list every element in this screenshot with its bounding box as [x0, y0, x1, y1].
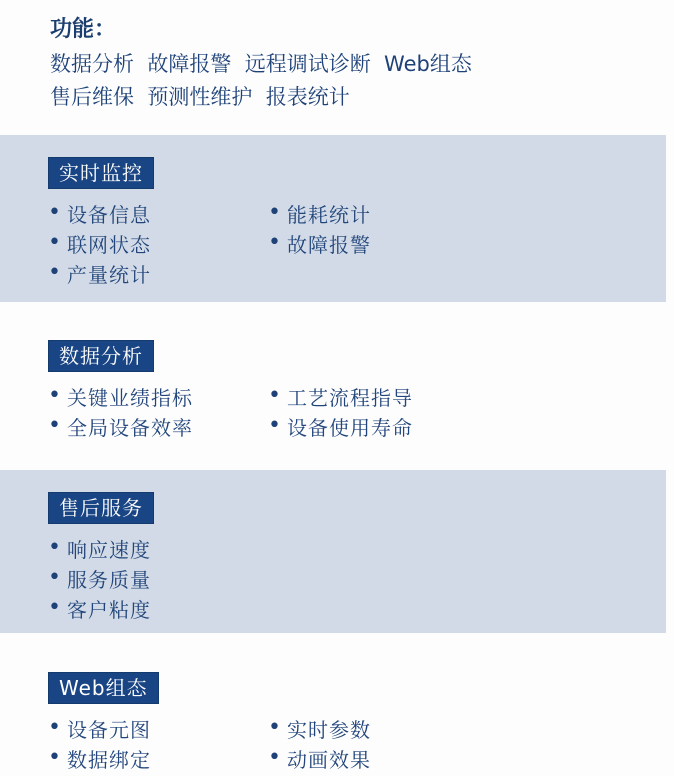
section-items	[48, 533, 666, 623]
bullet-icon: •	[48, 230, 62, 255]
feature-item	[268, 743, 371, 773]
section-data-analysis	[0, 340, 666, 441]
feature-item-label: 产量统计	[66, 262, 151, 287]
feature-item	[48, 713, 268, 743]
feature-item	[268, 228, 371, 258]
bullet-icon: •	[48, 413, 62, 438]
feature-item	[48, 563, 268, 593]
feature-item	[48, 198, 268, 228]
section-realtime-monitoring	[0, 135, 666, 302]
items-column-right	[268, 713, 371, 773]
header-feature-line-1: 数据分析 故障报警 远程调试诊断 Web组态	[50, 52, 472, 76]
bullet-icon: •	[268, 413, 282, 438]
header-feature-line-2: 售后维保 预测性维护 报表统计	[50, 85, 350, 109]
feature-item	[268, 411, 413, 441]
feature-item	[268, 198, 371, 228]
feature-item-label: 设备元图	[66, 717, 151, 742]
feature-item-label: 设备使用寿命	[286, 415, 413, 440]
bullet-icon: •	[268, 230, 282, 255]
items-column-left	[48, 533, 268, 623]
items-column-right	[268, 198, 371, 288]
bullet-icon: •	[268, 715, 282, 740]
feature-item	[48, 381, 268, 411]
feature-item-label: 实时参数	[286, 717, 371, 742]
bullet-icon: •	[48, 200, 62, 225]
feature-item	[268, 381, 413, 411]
feature-item-label: 数据绑定	[66, 747, 151, 772]
feature-item-label: 能耗统计	[286, 202, 371, 227]
bullet-icon: •	[48, 595, 62, 620]
header	[50, 16, 472, 114]
section-items	[48, 198, 666, 288]
feature-item-label: 工艺流程指导	[286, 385, 413, 410]
section-badge-data-analysis: 数据分析	[48, 340, 154, 372]
items-column-right	[268, 381, 413, 441]
section-items	[48, 381, 666, 441]
feature-item-label: 故障报警	[286, 232, 371, 257]
header-title: 功能：	[50, 17, 117, 42]
feature-item-label: 响应速度	[66, 537, 151, 562]
feature-item	[48, 228, 268, 258]
items-column-left	[48, 198, 268, 288]
section-badge-realtime-monitoring: 实时监控	[48, 157, 154, 189]
bullet-icon: •	[48, 535, 62, 560]
section-items	[48, 713, 666, 773]
feature-item-label: 服务质量	[66, 567, 151, 592]
bullet-icon: •	[48, 565, 62, 590]
feature-item	[48, 411, 268, 441]
section-after-sales-service	[0, 470, 666, 633]
feature-item-label: 联网状态	[66, 232, 151, 257]
section-badge-web-configuration: Web组态	[48, 672, 159, 704]
feature-item	[48, 743, 268, 773]
feature-item-label: 动画效果	[286, 747, 371, 772]
bullet-icon: •	[48, 745, 62, 770]
bullet-icon: •	[268, 200, 282, 225]
feature-item	[48, 593, 268, 623]
feature-item-label: 关键业绩指标	[66, 385, 193, 410]
bullet-icon: •	[48, 715, 62, 740]
feature-item	[48, 258, 268, 288]
section-badge-after-sales-service: 售后服务	[48, 492, 154, 524]
bullet-icon: •	[48, 383, 62, 408]
feature-item	[268, 713, 371, 743]
feature-item-label: 客户粘度	[66, 597, 151, 622]
bullet-icon: •	[268, 383, 282, 408]
bullet-icon: •	[268, 745, 282, 770]
bullet-icon: •	[48, 260, 62, 285]
feature-item	[48, 533, 268, 563]
items-column-left	[48, 713, 268, 773]
section-web-configuration	[0, 672, 666, 773]
feature-item-label: 设备信息	[66, 202, 151, 227]
feature-item-label: 全局设备效率	[66, 415, 193, 440]
items-column-left	[48, 381, 268, 441]
